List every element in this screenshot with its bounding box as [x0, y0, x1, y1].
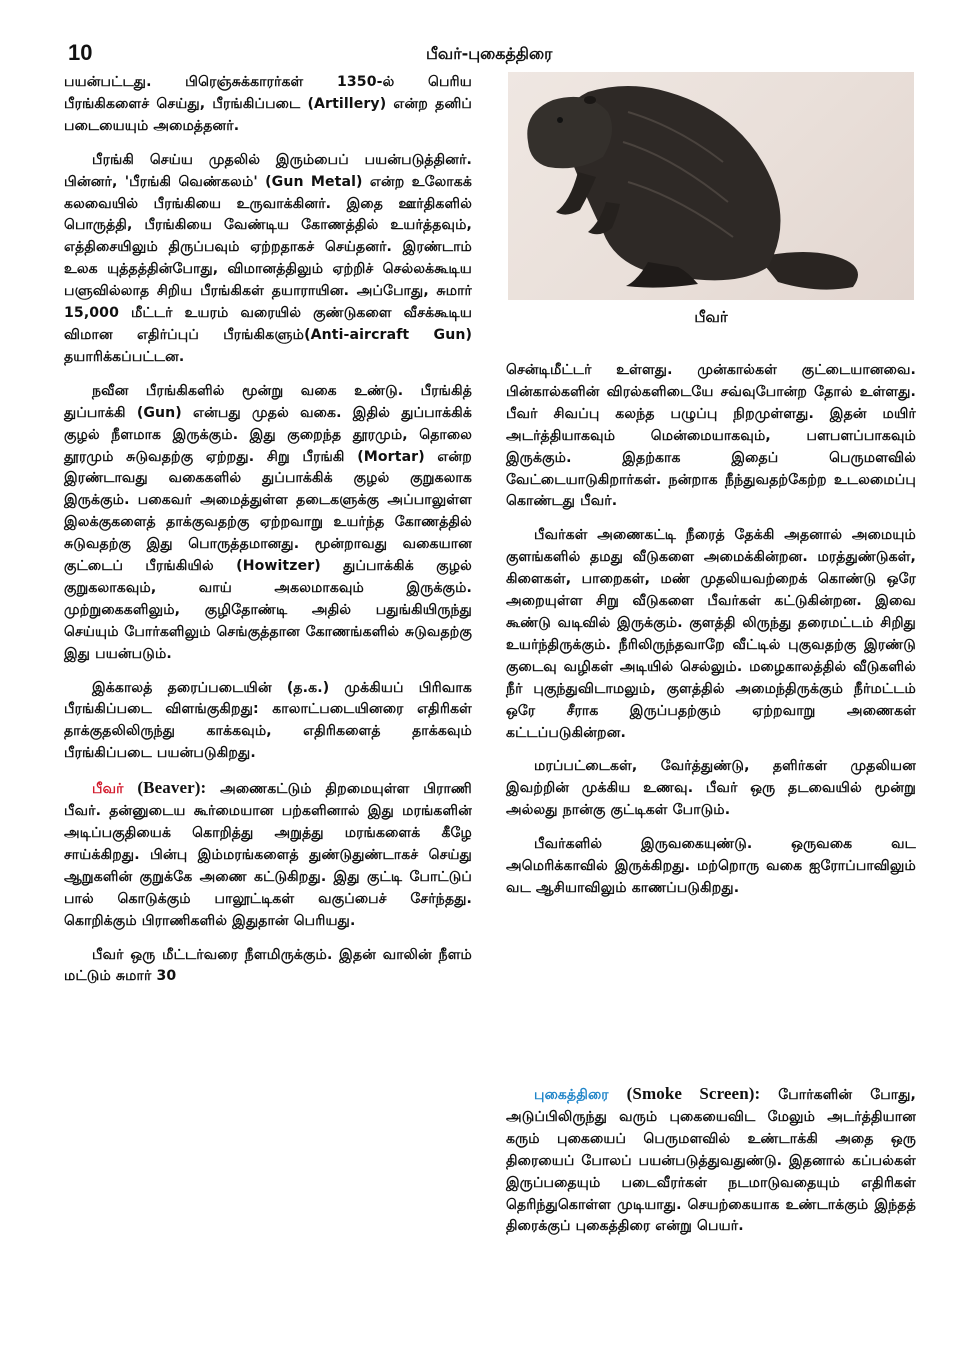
paragraph-smoke-screen-entry [506, 1083, 916, 1238]
beaver-figure [508, 72, 914, 300]
paragraph-artillery-role: இக்காலத் தரைப்படையின் (த.க.) முக்கியப் பிரிவாக பீரங்கிப்படை விளங்குகிறது: காலாட்படையினரை எதிரிகள் தாக்குதலிலிருந்து காக்கவும், எதிரிகளைத் தாக்கவும் பீரங்கிப்படை பயன்படுகிறது. [64, 679, 472, 762]
paragraph-modern-artillery: நவீன பீரங்கிகளில் மூன்று வகை உண்டு. பீரங்கித் துப்பாக்கி (Gun) என்பது முதல் வகை. இதில் துப்பாக்கிக் குழல் நீளமாக இருக்கும். இது குறைந்த தூரமும், தொலை தூரமும் சுடுவதற்கு ஏற்றது. சிறு பீரங்கி (Mortar) என்ற இரண்டாவது வகைகளில் துப்பாக்கிக் குழல் குறுகலாக இருக்கும். பகைவர் அமைத்துள்ள தடைகளுக்கு அப்பாலுள்ள இலக்குகளைத் தாக்குவதற்கு ஏற்றவாறு உயர்ந்த கோணத்தில் சுடுவதற்கு இது பொருத்தமானது. மூன்றாவது வகையான குட்டைப் பீரங்கியில் (Howitzer) துப்பாக்கிக் குழல் குறுகலாகவும், வாய் அகலமாகவும் இருக்கும். முற்றுகைகளிலும், குழிதோண்டி அதில் பதுங்கியிருந்து செய்யும் போர்களிலும் செங்குத்தான கோணங்களில் சுடுவதற்கு இது பயன்படும். [64, 382, 472, 662]
beaver-illustration-icon [508, 72, 914, 300]
paragraph-beaver-size: பீவர் ஒரு மீட்டர்வரை நீளமிருக்கும். இதன் வாலின் நீளம் மட்டும் சுமார் 30 [64, 946, 472, 985]
paragraph-gun-metal: பீரங்கி செய்ய முதலில் இரும்பைப் பயன்படுத்தினர். பின்னர், 'பீரங்கி வெண்கலம்' (Gun Metal) என்ற உலோகக் கலவையில் பீரங்கியை உருவாக்கினர். இதை ஊர்திகளில் பொருத்தி, பீரங்கியை வேண்டிய கோணத்தில் உயர்த்தவும், எத்திசையிலும் திருப்பவும் ஏற்றதாகச் செய்தனர். இரண்டாம் உலக யுத்தத்தின்போது, விமானத்திலும் ஏற்றிச் செல்லக்கூடிய பளுவில்லாத சிறிய பீரங்கிகள் தயாராயின. அப்போது, சுமார் 15,000 மீட்டர் உயரம் வரையில் குண்டுகளை வீசக்கூடிய விமான எதிர்ப்புப் பீரங்கிகளும்(Anti-aircraft Gun) தயாரிக்கப்பட்டன. [64, 151, 472, 365]
paragraph-artillery-intro: பயன்பட்டது. பிரெஞ்சுக்காரர்கள் 1350-ல் பெரிய பீரங்கிகளைச் செய்து, பீரங்கிப்படை (Artillery) என்ற தனிப் படையையும் அமைத்தனர். [64, 74, 472, 134]
paragraph-beaver-entry [64, 777, 472, 932]
beaver-entry-title: பீவர் [92, 781, 124, 798]
running-header: பீவர்-புகைத்திரை [426, 44, 553, 63]
paragraph-beaver-dams: பீவர்கள் அணைகட்டி நீரைத் தேக்கி அதனால் அமையும் குளங்களில் தமது வீடுகளை அமைக்கின்றன. மரத்துண்டுகள், கிளைகள், பாறைகள், மண் முதலியவற்றைக் கொண்டு ஒரே அறையுள்ள சிறு வீடுகளை பீவர்கள் கட்டுகின்றன. இவை கூண்டு வடிவில் இருக்கும். குளத்தி லிருந்து தரைமட்டம் சிறிது உயர்ந்திருக்கும். நீரிலிருந்தவாறே வீட்டில் புகுவதற்கு இரண்டு குடைவு வழிகள் அடியில் செல்லும். மழைகாலத்தில் வீடுகளில் நீர் புகுந்துவிடாமலும், குளத்தில் அமைந்திருக்கும் நீர்மட்டம் ஒரே சீராக இருப்பதற்கும் ஏற்றவாறு அணைகள் கட்டப்படுகின்றன. [506, 527, 916, 741]
smoke-screen-section [506, 1083, 916, 1250]
figure-caption: பீவர் [694, 308, 728, 326]
beaver-entry-text: அணைகட்டும் திறமையுள்ள பிராணி பீவர். தன்னுடைய கூர்மையான பற்களினால் இது மரங்களின் அடிப்பகுதியைக் கொறித்து அறுத்து மரங்களைக் கீழே சாய்க்கிறது. பின்பு இம்மரங்களைத் துண்டுதுண்டாகச் செய்து ஆறுகளின் குறுக்கே அணை கட்டுகிறது. இது குட்டி போட்டுப் பால் கொடுக்கும் பாலூட்டிகள் வகுப்பைச் சேர்ந்தது. கொறிக்கும் பிராணிகளில் இதுதான் பெரியது. [64, 781, 472, 929]
paragraph-beaver-body: சென்டிமீட்டர் உள்ளது. முன்கால்கள் குட்டையானவை. பின்கால்களின் விரல்களிடையே சவ்வுபோன்ற தோல் உள்ளது. பீவர் சிவப்பு கலந்த பழுப்பு நிறமுள்ளது. இதன் மயிர் அடர்த்தியாகவும் மென்மையாகவும், பளபளப்பாகவும் இருக்கும். இதற்காக இதைப் பெருமளவில் வேட்டையாடுகிறார்கள். நன்றாக நீந்துவதற்கேற்ற உடலமைப்பு கொண்டது பீவர். [506, 362, 916, 510]
right-column [506, 360, 916, 912]
left-column [64, 72, 472, 1000]
paragraph-beaver-types: பீவர்களில் இருவகையுண்டு. ஒருவகை வட அமெரிக்காவில் இருக்கிறது. மற்றொரு வகை ஐரோப்பாவிலும் வட ஆசியாவிலும் காணப்படுகிறது. [506, 836, 916, 896]
paragraph-beaver-food: மரப்பட்டைகள், வேர்த்துண்டு, தளிர்கள் முதலியன இவற்றின் முக்கிய உணவு. பீவர் ஒரு தடவையில் மூன்று அல்லது நான்கு குட்டிகள் போடும். [506, 758, 916, 819]
smoke-screen-entry-text: போர்களின் போது, அடுப்பிலிருந்து வரும் புகையைவிட மேலும் அடர்த்தியான கரும் புகையைப் பெருமளவில் உண்டாக்கி அதை ஒரு திரையைப் போலப் பயன்படுத்துவதுண்டு. இதனால் கப்பல்கள் இருப்பதையும் படைவீரர்கள் நடமாடுவதையும் எதிரிகள் தெரிந்துகொள்ள முடியாது. செயற்கையாக உண்டாக்கும் இந்தத் திரைக்குப் புகைத்திரை என்று பெயர். [506, 1087, 916, 1235]
smoke-screen-entry-title: புகைத்திரை [534, 1087, 609, 1103]
smoke-screen-latin-name: (Smoke Screen): [626, 1084, 761, 1103]
beaver-latin-name: (Beaver): [137, 778, 207, 798]
page-number: 10 [68, 40, 93, 65]
